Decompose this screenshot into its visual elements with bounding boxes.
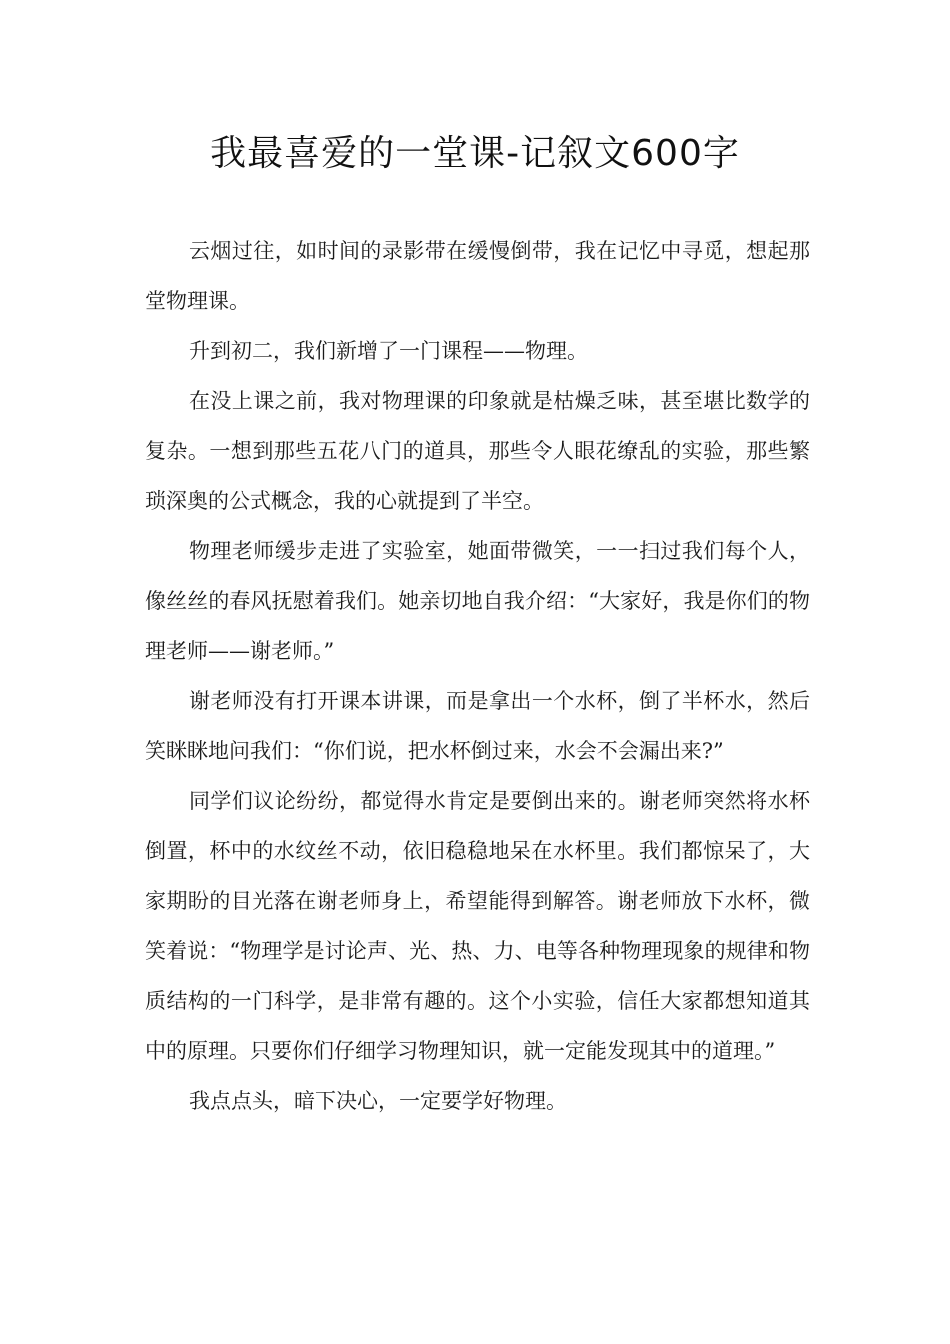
- paragraph: 我点点头，暗下决心，一定要学好物理。: [189, 1089, 567, 1113]
- paragraph: 同学们议论纷纷，都觉得水肯定是要倒出来的。谢老师突然将水杯倒置，杯中的水纹丝不动，依旧稳稳地呆在水杯里。我们都惊呆了，大家期盼的目光落在谢老师身上，希望能得到解答。谢老师放下水杯，微笑着说：“物理学是讨论声、光、热、力、电等各种物理现象的规律和物质结构的一门科学，是非常有趣的。这个小实验，信任大家都想知道其中的原理。只要你们仔细学习物理知识，就一定能发现其中的道理。”: [145, 789, 810, 1063]
- paragraph: 升到初二，我们新增了一门课程——物理。: [189, 339, 588, 363]
- document-body: [145, 226, 810, 1126]
- paragraph: 谢老师没有打开课本讲课，而是拿出一个水杯，倒了半杯水，然后笑眯眯地问我们：“你们说，把水杯倒过来，水会不会漏出来?”: [145, 689, 810, 763]
- paragraph: 云烟过往，如时间的录影带在缓慢倒带，我在记忆中寻觅，想起那堂物理课。: [145, 239, 810, 313]
- document-title: 我最喜爱的一堂课-记叙文600字: [210, 133, 740, 174]
- paragraph: 物理老师缓步走进了实验室，她面带微笑，一一扫过我们每个人，像丝丝的春风抚慰着我们。她亲切地自我介绍：“大家好，我是你们的物理老师——谢老师。”: [145, 539, 810, 663]
- paragraph: 在没上课之前，我对物理课的印象就是枯燥乏味，甚至堪比数学的复杂。一想到那些五花八门的道具，那些令人眼花缭乱的实验，那些繁琐深奥的公式概念，我的心就提到了半空。: [145, 389, 810, 513]
